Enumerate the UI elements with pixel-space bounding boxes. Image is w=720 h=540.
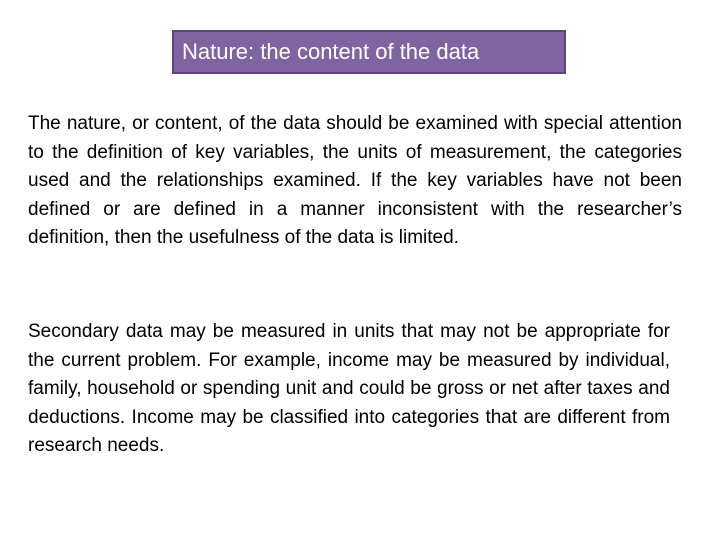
body-paragraph-nature: The nature, or content, of the data should be examined with special attention to the definition of key variables, the units of measurement, the categories used and the relationships examined. If the key variables have not been defined or are defined in a manner inconsistent with the researcher’s definition, then the usefulness of the data is limited. — [28, 113, 682, 249]
body-paragraph-secondary-data: Secondary data may be measured in units that may not be appropriate for the current problem. For example, income may be measured by individual, family, household or spending unit and could be gross or net after taxes and deductions. Income may be classified into categories that are different from research needs. — [28, 321, 670, 457]
slide-title: Nature: the content of the data — [182, 39, 480, 64]
slide-title-box — [172, 30, 566, 74]
